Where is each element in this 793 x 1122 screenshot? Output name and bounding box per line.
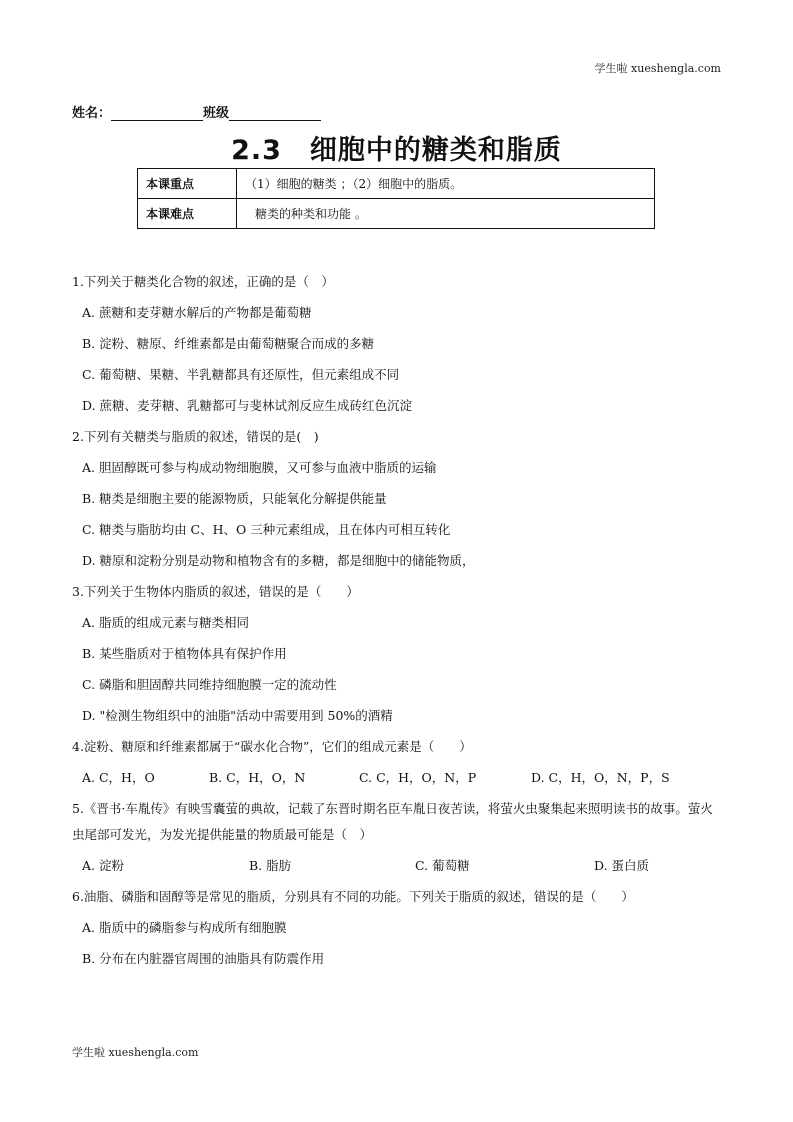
option-d: D. 糖原和淀粉分别是动物和植物含有的多糖，都是细胞中的储能物质， — [82, 553, 475, 568]
keypoint-row — [138, 199, 655, 229]
question-stem: 2.下列有关糖类与脂质的叙述，错误的是( ) — [72, 429, 319, 444]
option-b: B. 分布在内脏器官周围的油脂具有防震作用 — [82, 951, 325, 966]
option-a: A. C，H，O — [82, 770, 155, 785]
name-label: 姓名： — [72, 106, 112, 121]
option-a: A. 蔗糖和麦芽糖水解后的产物都是葡萄糖 — [82, 305, 312, 320]
class-label: 班级 — [203, 106, 230, 121]
option-a: A. 脂质中的磷脂参与构成所有细胞膜 — [82, 920, 287, 935]
question-5 — [72, 793, 722, 881]
question-3 — [72, 576, 722, 731]
name-blank[interactable] — [111, 106, 203, 121]
question-stem: 5.《晋书·车胤传》有映雪囊萤的典故，记载了东晋时期名臣车胤日夜苦读，将萤火虫聚集起来照明读书的故事。萤火虫尾部可发光，为发光提供能量的物质最可能是（ ） — [72, 801, 713, 842]
option-c: C. 糖类与脂肪均由 C、H、O 三种元素组成，且在体内可相互转化 — [82, 522, 451, 537]
question-2 — [72, 421, 722, 576]
option-a: A. 胆固醇既可参与构成动物细胞膜，又可参与血液中脂质的运输 — [82, 460, 437, 475]
option-c: C. 磷脂和胆固醇共同维持细胞膜一定的流动性 — [82, 677, 337, 692]
question-stem: 3.下列关于生物体内脂质的叙述，错误的是（ ） — [72, 584, 359, 599]
option-b: B. 某些脂质对于植物体具有保护作用 — [82, 646, 287, 661]
inline-options — [72, 762, 722, 793]
question-4 — [72, 731, 722, 793]
option-b: B. 脂肪 — [249, 858, 292, 873]
option-d: D. 蔗糖、麦芽糖、乳糖都可与斐林试剂反应生成砖红色沉淀 — [82, 398, 413, 413]
keypoint-row — [138, 169, 655, 199]
question-stem: 4.淀粉、糖原和纤维素都属于“碳水化合物”，它们的组成元素是（ ） — [72, 739, 472, 754]
student-info-line — [72, 102, 321, 121]
option-c: C. C，H，O，N，P — [359, 770, 477, 785]
keypoint-value: 糖类的种类和功能 。 — [237, 199, 655, 229]
option-a: A. 脂质的组成元素与糖类相同 — [82, 615, 249, 630]
question-1 — [72, 266, 722, 421]
questions-list — [72, 266, 722, 974]
option-d: D. "检测生物组织中的油脂"活动中需要用到 50%的酒精 — [82, 708, 393, 723]
class-blank[interactable] — [229, 106, 321, 121]
inline-options — [72, 850, 722, 881]
footer-watermark: 学生啦 xueshengla.com — [72, 1046, 199, 1059]
option-b: B. 淀粉、糖原、纤维素都是由葡萄糖聚合而成的多糖 — [82, 336, 375, 351]
option-a: A. 淀粉 — [82, 858, 124, 873]
question-6 — [72, 881, 722, 974]
keypoint-value: （1）细胞的糖类 ；（2）细胞中的脂质。 — [237, 169, 655, 199]
option-c: C. 葡萄糖 — [415, 858, 470, 873]
option-b: B. 糖类是细胞主要的能源物质，只能氧化分解提供能量 — [82, 491, 387, 506]
keypoint-label: 本课难点 — [138, 199, 237, 229]
option-d: D. 蛋白质 — [594, 858, 650, 873]
page-title: 2.3 细胞中的糖类和脂质 — [231, 135, 562, 166]
question-stem: 6.油脂、磷脂和固醇等是常见的脂质，分别具有不同的功能。下列关于脂质的叙述，错误的是（ ） — [72, 889, 634, 904]
question-stem: 1.下列关于糖类化合物的叙述，正确的是（ ） — [72, 274, 334, 289]
keypoints-table — [137, 168, 655, 229]
keypoint-label: 本课重点 — [138, 169, 237, 199]
option-b: B. C，H，O，N — [209, 770, 306, 785]
option-d: D. C，H，O，N，P，S — [531, 770, 670, 785]
header-watermark: 学生啦 xueshengla.com — [594, 62, 721, 75]
option-c: C. 葡萄糖、果糖、半乳糖都具有还原性，但元素组成不同 — [82, 367, 400, 382]
